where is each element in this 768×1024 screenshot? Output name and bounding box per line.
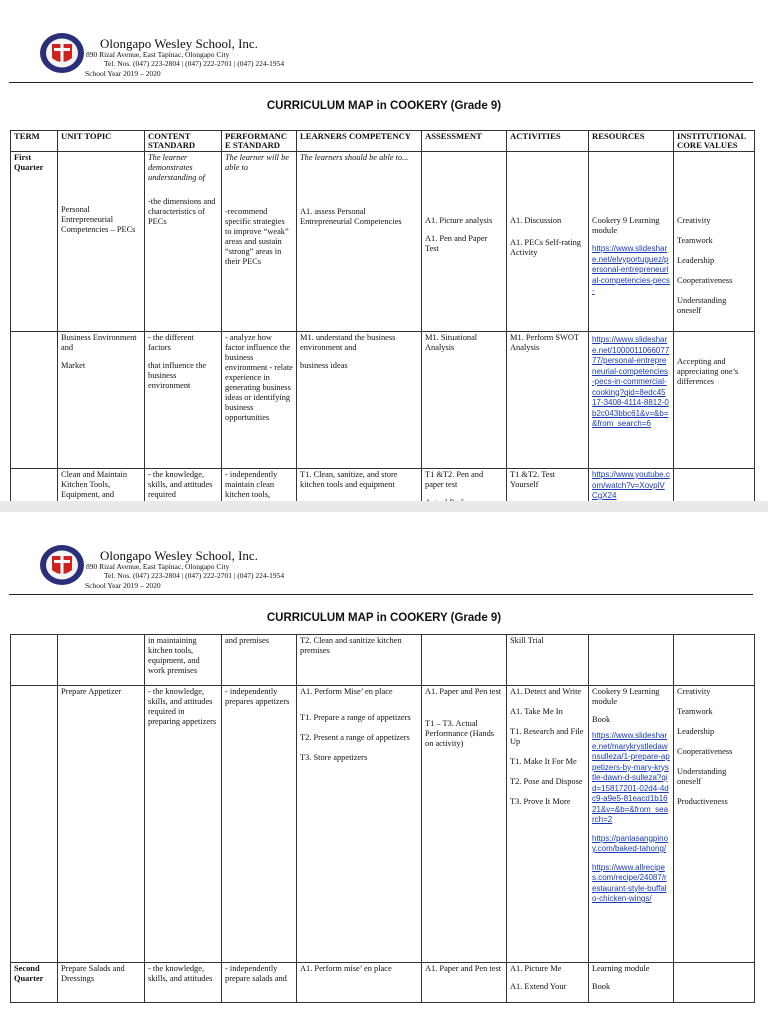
core-values-cell	[674, 686, 755, 963]
resource-text: Cookery 9 Learning module	[592, 687, 660, 706]
competency-cell	[297, 332, 422, 469]
resources-cell	[589, 332, 674, 469]
curriculum-table-page-1	[10, 130, 755, 512]
assessment-2: T1 – T3. Actual Performance (Hands on activity)	[425, 719, 495, 748]
content-standard-cell: - the knowledge, skills, and attitudes required	[145, 469, 222, 512]
assessment-cell	[422, 152, 507, 332]
core-value: Creativity	[677, 687, 711, 696]
performance-standard-cell: and premises	[222, 635, 297, 686]
col-core-values: INSTITUTIONAL CORE VALUES	[674, 131, 755, 152]
resource-text: Cookery 9 Learning module	[592, 216, 660, 235]
content-standard-cell: - the knowledge, skills, and attitudes	[145, 963, 222, 1003]
content-text: - the different factors	[148, 333, 194, 352]
resource-link[interactable]: https://www.slideshare.net/elvyportuguez/personal-entrepreneurial-competencies-pecs-	[592, 244, 670, 295]
table-row	[11, 686, 755, 963]
resources-cell	[589, 152, 674, 332]
unit-topic-text: Market	[61, 361, 86, 370]
competency-cell: A1. Perform mise’ en place	[297, 963, 422, 1003]
core-value: Understanding oneself	[677, 296, 727, 315]
assessment-cell	[422, 635, 507, 686]
activities-cell	[507, 963, 589, 1003]
competency-text: T1. Prepare a range of appetizers	[300, 713, 411, 722]
performance-intro: The learner will be able to	[225, 153, 289, 172]
school-year: School Year 2019 – 2020	[85, 69, 161, 78]
activity: A1. Take Me In	[510, 707, 563, 716]
school-name: Olongapo Wesley School, Inc.	[100, 548, 258, 563]
assessment-1: A1. Paper and Pen test	[425, 687, 502, 696]
activities-cell: T1 &T2. Test Yourself	[507, 469, 589, 512]
resources-cell	[589, 635, 674, 686]
performance-standard-cell: - independently prepares appetizers	[222, 686, 297, 963]
unit-topic-cell	[58, 332, 145, 469]
school-telephone: Tel. Nos. (047) 223-2804 | (047) 222-2701 | (047) 224-1954	[104, 571, 285, 580]
table-row	[11, 332, 755, 469]
competency-cell: T1. Clean, sanitize, and store kitchen tools and equipment	[297, 469, 422, 512]
school-address: 890 Rizal Avenue, East Tapinac, Olongapo City	[86, 50, 230, 59]
resources-cell	[589, 686, 674, 963]
resource-text: Learning module	[592, 964, 650, 973]
core-value: Teamwork	[677, 236, 713, 245]
resource-link[interactable]: https://www.slideshare.net/100001106607777/personal-entrepreneurial-competencies-pecs-in-commercial-cooking?qid=8edc4517-3408-4114-8812-0b2c043bbc61&v=&b=&from_search=6	[592, 335, 670, 428]
term-cell	[11, 686, 58, 963]
competency-text: business ideas	[300, 361, 348, 370]
term-cell: First Quarter	[11, 152, 58, 332]
content-standard-cell: - the knowledge, skills, and attitudes required in preparing appetizers	[145, 686, 222, 963]
unit-topic-cell: Prepare Appetizer	[58, 686, 145, 963]
performance-standard-cell: - analyze how factor influence the business environment - relate experience in generating business ideas or identifying business opportunities	[222, 332, 297, 469]
activity: A1. Picture Me	[510, 964, 562, 973]
unit-topic-cell: Clean and Maintain Kitchen Tools, Equipment, and	[58, 469, 145, 512]
resource-text: Book	[592, 715, 611, 724]
competency-text: A1. assess Personal Entrepreneurial Competencies	[300, 207, 402, 226]
term-cell	[11, 332, 58, 469]
core-value: Creativity	[677, 216, 711, 225]
col-content-standard: CONTENT STANDARD	[145, 131, 222, 152]
core-values-cell	[674, 332, 755, 469]
table-header-row	[11, 131, 755, 152]
school-name: Olongapo Wesley School, Inc.	[100, 36, 258, 51]
core-values-cell	[674, 635, 755, 686]
assessment-1: A1. Picture analysis	[425, 216, 493, 225]
col-resources: RESOURCES	[589, 131, 674, 152]
unit-topic-cell: Prepare Salads and Dressings	[58, 963, 145, 1003]
core-value: Cooperativeness	[677, 276, 733, 285]
performance-standard-cell: - independently maintain clean kitchen tools,	[222, 469, 297, 512]
activity: T1. Make It For Me	[510, 757, 577, 766]
content-standard-cell	[145, 332, 222, 469]
resources-cell	[589, 963, 674, 1003]
activity: A1. Detect and Write	[510, 687, 582, 696]
activity: A1. Extend Your	[510, 982, 567, 991]
competency-text: T3. Store appetizers	[300, 753, 368, 762]
school-telephone: Tel. Nos. (047) 223-2804 | (047) 222-2701 | (047) 224-1954	[104, 59, 285, 68]
activity: T3. Prove It More	[510, 797, 571, 806]
col-performance-standard: PERFORMANC E STANDARD	[222, 131, 297, 152]
performance-standard-cell: - independently prepare salads and	[222, 963, 297, 1003]
content-text: -the dimensions and characteristics of PECs	[148, 197, 216, 226]
unit-topic-cell	[58, 635, 145, 686]
assessment-1: T1 &T2. Pen and paper test	[425, 470, 484, 489]
assessment-2: A1. Pen and Paper Test	[425, 234, 488, 253]
content-standard-cell: in maintaining kitchen tools, equipment, and work premises	[145, 635, 222, 686]
table-row	[11, 635, 755, 686]
content-standard-cell	[145, 152, 222, 332]
core-value: Understanding oneself	[677, 767, 727, 786]
document-title: CURRICULUM MAP in COOKERY (Grade 9)	[266, 612, 502, 624]
activity-2: A1. PECs Self-rating Activity	[510, 238, 581, 257]
core-value: Leadership	[677, 256, 715, 265]
resource-link[interactable]: https://www.slideshare.net/marykrystledawnsulleza/1-prepare-appetizers-by-mary-krystle-dawn-d-sulleza?qid=15817201-02d4-4dc9-a9e5-81eacd1b1621&v=&b=&from_search=2	[592, 731, 670, 824]
competency-cell	[297, 686, 422, 963]
school-address: 890 Rizal Avenue, East Tapinac, Olongapo City	[86, 562, 230, 571]
assessment-cell: A1. Paper and Pen test	[422, 963, 507, 1003]
term-cell: Second Quarter	[11, 963, 58, 1003]
col-term: TERM	[11, 131, 58, 152]
competency-cell	[297, 152, 422, 332]
activity: T2. Pose and Dispose	[510, 777, 583, 786]
term-cell	[11, 635, 58, 686]
col-learners-competency: LEARNERS COMPETENCY	[297, 131, 422, 152]
unit-topic-text: Personal Entrepreneurial Competencies – PECs	[61, 205, 136, 234]
table-row	[11, 963, 755, 1003]
competency-text: M1. understand the business environment and	[300, 333, 396, 352]
unit-topic-cell	[58, 152, 145, 332]
core-value: Cooperativeness	[677, 747, 733, 756]
header-divider	[9, 594, 753, 595]
col-activities: ACTIVITIES	[507, 131, 589, 152]
assessment-cell: M1. Situational Analysis	[422, 332, 507, 469]
core-value: Teamwork	[677, 707, 713, 716]
document-title: CURRICULUM MAP in COOKERY (Grade 9)	[266, 100, 502, 112]
core-value: Leadership	[677, 727, 715, 736]
activity: T1. Research and File Up	[510, 727, 584, 746]
content-text: that influence the business environment	[148, 361, 207, 390]
core-value: Accepting and appreciating one’s differences	[677, 357, 739, 386]
resource-link[interactable]: https://panlasangpinoy.com/baked-tahong/	[592, 833, 669, 853]
content-intro: The learner demonstrates understanding of	[148, 153, 205, 182]
assessment-cell	[422, 686, 507, 963]
core-values-cell	[674, 152, 755, 332]
table-row	[11, 152, 755, 332]
activities-cell: M1. Perform SWOT Analysis	[507, 332, 589, 469]
col-unit-topic: UNIT TOPIC	[58, 131, 145, 152]
activities-cell: Skill Trial	[507, 635, 589, 686]
school-year: School Year 2019 – 2020	[85, 581, 161, 590]
competency-text: A1. Perform Mise’ en place	[300, 687, 393, 696]
resource-text: Book	[592, 982, 611, 991]
resource-link[interactable]: https://www.youtube.com/watch?v=XovplVCgX24	[592, 470, 670, 500]
activities-cell	[507, 152, 589, 332]
competency-cell: T2. Clean and sanitize kitchen premises	[297, 635, 422, 686]
col-assessment: ASSESSMENT	[422, 131, 507, 152]
header-divider	[9, 82, 753, 83]
competency-intro: The learners should be able to...	[300, 153, 409, 162]
competency-text: T2. Present a range of appetizers	[300, 733, 410, 742]
performance-standard-cell	[222, 152, 297, 332]
resource-link[interactable]: https://www.allrecipes.com/recipe/24087/restaurant-style-buffalo-chicken-wings/	[592, 862, 667, 903]
curriculum-table-page-2	[10, 634, 755, 1003]
activity-1: A1. Discussion	[510, 216, 562, 225]
core-values-cell	[674, 963, 755, 1003]
core-value: Productiveness	[677, 797, 728, 806]
unit-topic-text: Business Environment and	[61, 333, 137, 352]
performance-text: -recommend specific strategies to improve “weak” areas and sustain “strong” areas in their PECs	[225, 207, 289, 266]
activities-cell	[507, 686, 589, 963]
